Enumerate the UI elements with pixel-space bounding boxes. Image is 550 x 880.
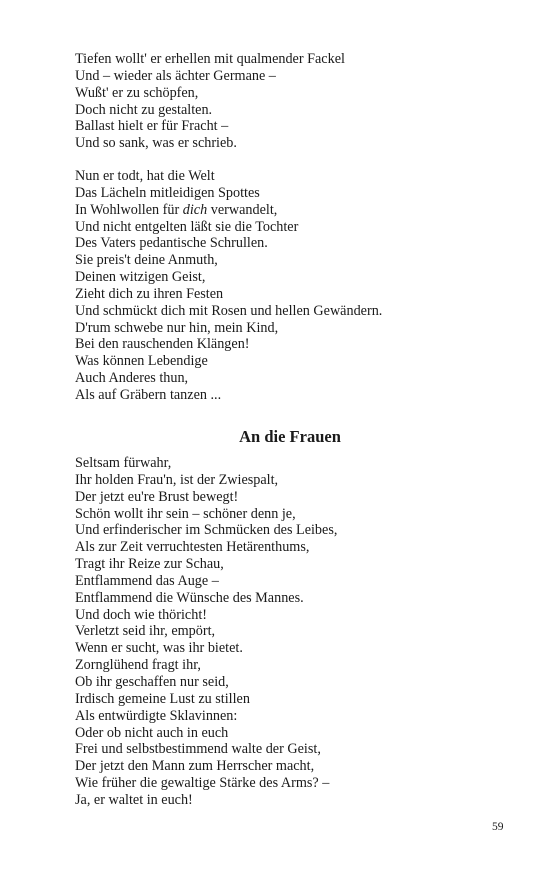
poem-line: Irdisch gemeine Lust zu stillen: [75, 690, 250, 707]
poem-line: Entflammend die Wünsche des Mannes.: [75, 589, 304, 606]
poem-line: Als entwürdigte Sklavinnen:: [75, 707, 238, 724]
poem-line: Ob ihr geschaffen nur seid,: [75, 673, 229, 690]
emphasized-word: dich: [182, 201, 208, 218]
page-number: 59: [492, 821, 504, 833]
poem-stanza-1: [75, 51, 505, 152]
poem-line: Zornglühend fragt ihr,: [75, 657, 201, 674]
poem-line: Des Vaters pedantische Schrullen.: [75, 235, 268, 252]
poem-line: Der jetzt den Mann zum Herrscher macht,: [75, 758, 315, 775]
poem-line: Entflammend das Auge –: [75, 572, 219, 589]
poem-line: Zieht dich zu ihren Festen: [75, 285, 224, 302]
poem-line: Als zur Zeit verruchtesten Hetärenthums,: [75, 539, 310, 556]
poem-line: Tragt ihr Reize zur Schau,: [75, 556, 224, 573]
poem-line: [75, 202, 505, 219]
poem-line: Und – wieder als ächter Germane –: [75, 67, 276, 84]
poem-line: Verletzt seid ihr, empört,: [75, 623, 216, 640]
poem-stanza-3: [75, 455, 505, 809]
poem-line: Auch Anderes thun,: [75, 370, 189, 387]
poem-line: Das Lächeln mitleidigen Spottes: [75, 184, 260, 201]
poem-line: Und nicht entgelten läßt sie die Tochter: [75, 218, 299, 235]
poem-line: Wenn er sucht, was ihr bietet.: [75, 640, 243, 657]
poem-line: Und erfinderischer im Schmücken des Leibes,: [75, 522, 338, 539]
poem-line: Nun er todt, hat die Welt: [75, 168, 215, 184]
poem-line: Sie preis't deine Anmuth,: [75, 252, 218, 269]
poem-line-text: In Wohlwollen für: [75, 201, 183, 218]
poem-line: Ja, er waltet in euch!: [75, 791, 193, 808]
poem-line: Und doch wie thöricht!: [75, 606, 207, 623]
poem-line: Als auf Gräbern tanzen ...: [75, 386, 222, 403]
poem-line: Oder ob nicht auch in euch: [75, 724, 229, 741]
poem-line: Und so sank, was er schrieb.: [75, 135, 237, 152]
poem-line: Wußt' er zu schöpfen,: [75, 84, 199, 101]
poem-line: Der jetzt eu're Brust bewegt!: [75, 488, 239, 505]
poem-line: Bei den rauschenden Klängen!: [75, 336, 250, 353]
poem-line: Tiefen wollt' er erhellen mit qualmender Fackel: [75, 51, 345, 67]
poem-line: Deinen witzigen Geist,: [75, 269, 206, 286]
poem-line-text: verwandelt,: [207, 201, 278, 218]
poem-title: An die Frauen: [239, 427, 341, 446]
poem-line: Doch nicht zu gestalten.: [75, 101, 213, 118]
poem-line: Wie früher die gewaltige Stärke des Arms? –: [75, 775, 330, 792]
poem-line: Schön wollt ihr sein – schöner denn je,: [75, 505, 296, 522]
poem-line: Und schmückt dich mit Rosen und hellen Gewändern.: [75, 302, 383, 319]
poem-line: Ihr holden Frau'n, ist der Zwiespalt,: [75, 471, 279, 488]
poem-line: Frei und selbstbestimmend walte der Geist,: [75, 741, 321, 758]
poem-line: D'rum schwebe nur hin, mein Kind,: [75, 319, 279, 336]
poem-line: Was können Lebendige: [75, 353, 208, 370]
poem-line: Ballast hielt er für Fracht –: [75, 118, 229, 135]
poem-stanza-2: [75, 168, 505, 404]
poem-line: Seltsam fürwahr,: [75, 455, 172, 471]
